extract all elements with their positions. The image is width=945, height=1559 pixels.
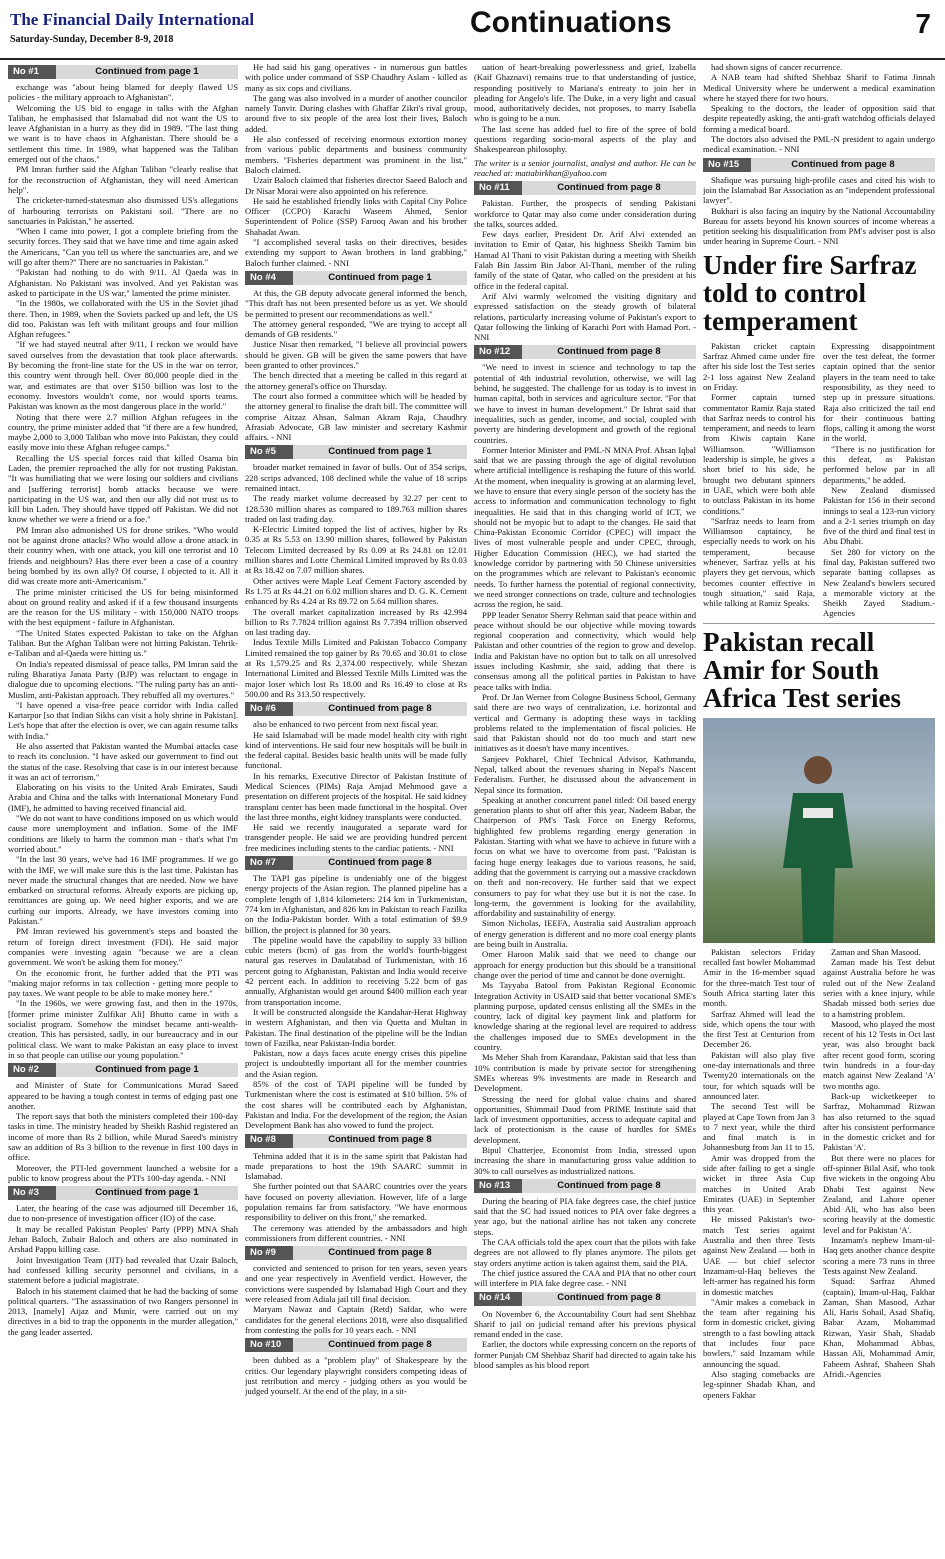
continuation-label: Continued from page 1 <box>56 65 238 79</box>
paragraph: Indus Textile Mills Limited and Pakistan Tobacco Company Limited remained the top gainer by Rs 70.65 and 30.01 to close at Rs 1,579.25 and Rs 2,374.00 respectively, while Shezan International Limited and Blessed Textile Mills Limited was the major loser which lost Rs 18.00 and Rs 16.49 to close at Rs 500.00 and Rs 313.50 respectively. <box>245 637 467 699</box>
continuation-header <box>703 158 935 172</box>
paragraph: Welcoming the US bid to engage in talks with the Afghan Taliban, he emphasised that Islamabad did not want the US to leave Afghanistan in a hurry as they did in 1989. "The last thing we want is to have chaos in Afghanistan. There should be a settlement this time. In 1989, what happened was the Taliban emerged out of the chaos." <box>8 102 238 165</box>
paragraph: Simon Nicholas, IEEFA, Australia said Australian approach of energy generation is different and no more coal energy plants are being built in Australia. <box>474 918 696 950</box>
continuation-label: Continued from page 8 <box>293 702 467 716</box>
paragraph: PPP leader Senator Sherry Rehman said that peace within and peace without should be our objective while moving towards regional cooperation and connectivity, which would help Pakistan and other countries of the region to grow and develop. India and Pakistan have no option but to talk on all unresolved issues including Kashmir, she said, adding that there is consensus among all the political parties in Pakistan to have peace talks with India. <box>474 609 696 692</box>
paragraph: Expressing disappointment over the test defeat, the former captain opined that the senior players in the team need to take responsibility, as they need to step up in pressure situations. Raja also criticized the tail end for their continuous batting flops, calling it among the worst in the world. <box>823 340 935 444</box>
continuation-header <box>8 1063 238 1077</box>
paragraph: Pakistan will also play five one-day internationals and three Twenty20 internationals on the tour, for which squads will be announced later. <box>703 1049 815 1101</box>
column-4-continuations <box>703 62 935 247</box>
paragraph: Bipul Chatterjee, Economist from India, stressed upon increasing the share in manufacturing gross value addition to 30% to call ourselves as industrialized nations. <box>474 1144 696 1176</box>
continuation-block <box>245 856 467 1130</box>
paragraph: "In the last 30 years, we've had 16 IMF programmes. If we go with the IMF, we will make sure this is the last time. Pakistan has never made the structural changes that are needed. Now we have embarked on structural reforms. Already exports are picking up, remittances are going up. We need higher exports, and we are curbing our imports. Already, we have investors coming into Pakistan." <box>8 854 238 927</box>
continuation-block <box>245 445 467 699</box>
paragraph: PM Imran also admonished US for drone strikes. "Who would not be against drone attacks? Who would allow a drone attack in their country when, with one attack, you kill one terrorist and 10 friends and neighbours? Has there ever been a case of a country being bombed by its own ally? Of course, I objected to it. All it did was create more anti-Americanism." <box>8 524 238 587</box>
paragraph: On November 6, the Accountability Court had sent Shehbaz Sharif to jail on judicial remand after his previous physical remand ended in the case. <box>474 1308 696 1340</box>
paragraph: Justice Nisar then remarked, "I believe all provincial powers should be given. GB will be given the same powers that have been granted to other provinces." <box>245 339 467 371</box>
column-1 <box>8 62 238 1553</box>
paragraph: been dubbed as a "problem play" of Shakespeare by the critics. Our legendary playwright considers competing ideas of just retribution and mercy - judging others as you would be judged yourself. At the end of the play, in a sit- <box>245 1355 467 1397</box>
masthead <box>0 0 945 60</box>
paragraph: "When I came into power, I got a complete briefing from the security forces. They said that we have time and time again asked the Americans, "Can you tell us where the sanctuaries are, and we will go after them?" There are no sanctuaries in Pakistan." <box>8 226 238 268</box>
continuation-number: No #1 <box>8 65 56 79</box>
paragraph: Set 280 for victory on the final day, Pakistan suffered two separate batting collapses as New Zealand's bowlers secured a memorable victory at the Sheikh Zayed Stadium.-Agencies <box>823 546 935 619</box>
continuation-block <box>474 62 696 155</box>
continuation-block <box>474 158 696 179</box>
paragraph: He missed Pakistan's two-match Test series against Australia and then three Tests against New Zealand — both in UAE — but chief selector Inzamam-ul-Haq believes the left-armer has regained his form in domestic matches <box>703 1214 815 1297</box>
paragraph: Moreover, the PTI-led government launched a website for a public to know progress about the PTI's 100-day agenda. - NNI <box>8 1162 238 1183</box>
continuation-header <box>245 702 467 716</box>
paragraph: Speaking at another concurrent panel titled: Oil based energy generation plants to shut off after this year, Nadeem Babar, the Chairperson of PM's Task Force on Energy Reforms, highlighted few problems regarding energy generation in Pakistan. Starting with what we have to achieve in future with a focus on what we have to overcome from past. "Pakistan is facing huge energy leakages due to various reasons, he said, adding that the government is carrying out a massive crackdown on theft and non-recovery. He further said that we expect consumers to pay for what they use but it is not the case. In long-term, the government is looking for the availability, affordability and sustainability of energy. <box>474 794 696 919</box>
paragraph: On India's repeated dismissal of peace talks, PM Imran said the ruling Bharatiya Janata Party (BJP) was reluctant to engage in dialogue due to upcoming elections. "The ruling party has an anti-Muslim, anti-Pakistan approach. They rebuffed all my overtures." <box>8 658 238 700</box>
paragraph: At this, the GB deputy advocate general informed the bench, "This draft has not been presented before us as yet. We should be permitted to present our recommendations as well." <box>245 287 467 319</box>
paragraph: The prime minister criticised the US for being misinformed about on ground reality and asked if if a few thousand insurgents are the reason for the US military - with 150,000 NATO troops with the best equipment - failure in Afghanistan. <box>8 586 238 628</box>
paragraph: also be enhanced to two percent from next fiscal year. <box>253 719 439 730</box>
paragraph: Ms Meher Shah from Karandaaz, Pakistan said that less than 10% contribution is made by private sector for strengthening SMEs whereas 9% investments are made in Research and Development. <box>474 1052 696 1094</box>
continuation-number: No #15 <box>703 158 751 172</box>
continuation-block <box>245 62 467 268</box>
paragraph: Back-up wicketkeeper to Sarfraz, Mohammad Rizwan has also returned to the squad after his consistent performance in the domestic cricket and for Pakistan 'A'. <box>823 1090 935 1153</box>
continuation-number: No #7 <box>245 856 293 870</box>
continuation-label: Continued from page 8 <box>293 1246 467 1260</box>
paragraph: The chief justice assured the CAA and PIA that no other court will interfere in PIA fake degree case. - NNI <box>474 1267 696 1289</box>
story-sarfraz <box>703 251 935 619</box>
continuation-header <box>8 65 238 79</box>
paragraph: The pipeline would have the capability to supply 33 billion cubic meters (bcm) of gas from the world's fourth-biggest natural gas reserves in Daulatabad of Turkmenistan, with 16 percent going to Afghanistan, Pakistan and India would receive 42 percent each. In addition to receiving 5.22 bcm of gas annually, Afghanistan would get around $400 million each year from transportation income. <box>245 934 467 1007</box>
paragraph: Squad: Sarfraz Ahmed (captain), Imam-ul-Haq, Fakhar Zaman, Shan Masood, Azhar Ali, Haris Sohail, Asad Shafiq, Babar Azam, Mohammad Rizwan, Yasir Shah, Shadab Khan, Mohammad Abbas, Hassan Ali, Mohammad Amir, Faheem Ashraf, Shaheen Shah Afridi.-Agencies <box>823 1276 935 1379</box>
continuation-number: No #14 <box>474 1292 522 1306</box>
paragraph: In his remarks, Executive Director of Pakistan Institute of Medical Sciences (PIMs) Raja Amjad Mehmood gave a presentation on different projects of the hospital. He said kidney transplant center has been made functional in the hospital. Over the last three months, eight kidney transplants were conducted. <box>245 770 467 822</box>
paragraph: The ceremony was attended by the ambassadors and high commissioners from different countries. - NNI <box>245 1222 467 1243</box>
paragraph: K-Electric Limited topped the list of actives, higher by Rs 0.35 at Rs 5.53 on 13.90 million shares, followed by Pakistan Telecom Limited decreased by Rs 0.09 at Rs 24.81 on 12.01 million shares and Lotte Chemical Limited improved by Rs 0.03 at Rs 18.42 on 7.07 million shares. <box>245 524 467 576</box>
paragraph: Arif Alvi warmly welcomed the visiting dignitary and expressed satisfaction on the steady growth of bilateral relations, particularly increasing volume of Pakistan's export to Qatar following the linking of Karachi Port with Hamad Port. - NNI <box>474 290 696 343</box>
paragraph: Prof. Dr Jan Werner from Cologne Business School, Germany said there are two ways of centralization, i.e. horizontal and vertical and Germany is adopting these ways in tackling problems related to the implementation of fiscal policies. He said that Pakistan should not do too much and start new initiatives as it doesn't have many incentives. <box>474 691 696 754</box>
paragraph: It may be recalled Pakistan Peoples' Party (PPP) MNA Shah Jehan Baloch, Zubair Baloch and others are also nominated in Arshad Pappu killing case. <box>8 1223 238 1255</box>
continuation-block <box>8 1186 238 1337</box>
continuation-block <box>474 345 696 1175</box>
paragraph: Other actives were Maple Leaf Cement Factory ascended by Rs 1.75 at Rs 44.21 on 6.02 million shares and D. G. K. Cement enhanced by Rs 4.24 at Rs 89.72 on 5.64 million shares. <box>245 575 467 607</box>
paragraph: PM Imran reviewed his government's steps and boasted the return of foreign direct investment (FDI). He said major companies were investing again "because we are a clean government. We won't be asking them for money." <box>8 926 238 968</box>
continuation-label: Continued from page 8 <box>293 856 467 870</box>
column-4 <box>703 62 935 1553</box>
paragraph: The CAA officials told the apex court that the pilots with fake degrees are not allowed to fly planes anymore. The pilots get stay orders anytime action is taken against them, said the PIA. <box>474 1237 696 1268</box>
paragraph: "I have opened a visa-free peace corridor with India called Kartarpur [so that Indian Sikhs can visit a holy shrine in Pakistan]. Let's hope that after the election is over, we can again resume talks with India." <box>8 699 238 741</box>
continuation-block <box>245 1338 467 1396</box>
paragraph: Shafique was pursuing high-profile cases and cited his wish to join the Islamabad Bar Association as an "independent professional lawyer". <box>703 174 935 206</box>
paragraph: He also confessed of receiving enormous extortion money from various public departments and business community members. "Fisheries department was prominent in the list," Baloch claimed. <box>245 134 467 175</box>
headline-amir: Pakistan recall Amir for South Africa Test series <box>703 626 901 713</box>
continuation-label: Continued from page 8 <box>293 1134 467 1148</box>
continuation-header <box>245 271 467 285</box>
paragraph: "I accomplished several tasks on their directives, besides extending my support to Awan brothers in land grabbing," Baloch further claimed. - NNI <box>245 237 467 268</box>
story-amir-left-col <box>703 947 815 1400</box>
paragraph: PM Imran further said the Afghan Taliban "clearly realise that for the reconstruction of Afghanistan, they will need American help". <box>8 164 238 195</box>
paragraph: Few days earlier, President Dr. Arif Alvi extended an invitation to Emir of Qatar, his highness Sheikh Tamim bin Hamad Al Thani to visit Pakistan during a meeting with Sheikh Falah Bin Jassim Bin Jabor Al-Thani, member of the ruling family of the state of Qatar, who called on the president at his office in the federal capital. <box>474 229 696 291</box>
paragraph: exchange was "about being blamed for deeply flawed US policies - the military approach to Afghanistan". <box>8 82 238 103</box>
section-title: Continuations <box>470 6 672 39</box>
paragraph: Masood, who played the most recent of his 12 Tests in Oct last year, was also brought back after recent good form, scoring twin hundreds in a four-day match against New Zealand 'A' two months ago. <box>823 1018 935 1091</box>
paragraph: uation of heart-breaking powerlessness and grief, Izabella (Kaif Ghaznavi) remains true to that understanding of justice, responding positively to Mariana's entreaty to join her in pleading for Angelo's life. The Duke, in a very light and casual mood, authoritatively decides, not proposes, to marry Isabella who is going to be a nun. <box>474 62 696 124</box>
continuation-label: Continued from page 8 <box>293 1338 467 1352</box>
continuation-block <box>245 1134 467 1244</box>
paragraph: Earlier, the doctors while expressing concern on the reports of former Punjab CM Shehbaz Sharif had directed to again take his blood samples as his blood report <box>474 1339 696 1371</box>
paragraph: The last scene has added fuel to fire of the spree of bold questions regarding socio-moral aspects of the play and Shakespearean philosophy. <box>474 123 696 155</box>
paragraph: The TAPI gas pipeline is undeniably one of the biggest energy projects of the Asian region. The planned pipeline has a complete length of 1,814 kilometers: 214 km in Turkmenistan, 774 km in Afghanistan, and 826 km in Pakistan to reach Fazilka on the India-Pakistan border. With a total estimation of $9.9 billion, the project is planned for 30 years. <box>245 873 467 935</box>
paragraph: convicted and sentenced to prison for ten years, seven years and one year respectively in Avenfield verdict. However, the convictions were suspended by Islamabad High Court and they were released from Adiala jail till final decision. <box>245 1263 467 1305</box>
continuation-number: No #3 <box>8 1186 56 1200</box>
continuation-header <box>474 1292 696 1306</box>
continuation-header <box>245 1134 467 1148</box>
continuation-label: Continued from page 1 <box>56 1063 238 1077</box>
story-amir-right-col <box>823 947 935 1400</box>
continuation-header <box>245 856 467 870</box>
paragraph: Stressing the need for global value chains and shared opportunities, Shimmail Daud from PRIME Institute said that lack of investment opportunities, access to adequate capital and lack of protectionism is the cause of hurdles for SMEs development. <box>474 1093 696 1145</box>
paragraph: The bench directed that a meeting be called in this regard at the attorney general's office on Thursday. <box>245 370 467 391</box>
continuation-number: No #4 <box>245 271 293 285</box>
paragraph: He also asserted that Pakistan wanted the Mumbai attacks case to reach its conclusion. "I have asked our government to find out the status of the case. Resolving that case is in our interest because it was an act of terrorism." <box>8 741 238 782</box>
column-2 <box>245 62 467 1553</box>
paragraph: had shown signs of cancer recurrence. <box>711 62 843 72</box>
paragraph: Noting that there were 2.7 million Afghan refugees in the country, the prime minister added that "if there are a few hundred, maybe 2,000 to 3,000 Taliban who move into Pakistan, they could easily move into these Afghan refugee camps." <box>8 411 238 453</box>
paragraph: broader market remained in favor of bulls. Out of 354 scrips, 228 scrips advanced, 108 declined while the value of 18 scrips remained intact. <box>245 462 467 493</box>
continuation-header <box>474 345 696 359</box>
paragraph: Zaman and Shan Masood. <box>831 946 921 957</box>
paragraph: Omer Haroon Malik said that we need to change our approach for energy production but this should be a transitional change over the period of time and cannot be done overnight. <box>474 949 696 980</box>
continuation-block <box>8 65 238 1060</box>
continuation-label: Continued from page 8 <box>522 1292 696 1306</box>
paragraph: "In the 1980s, we collaborated with the US in the Soviet jihad there. Then, in 1989, when the Soviets packed up and left, the US did too. Pakistan was left with militant groups and four million Afghan refugees." <box>8 298 238 340</box>
continuation-block <box>474 1179 696 1289</box>
paragraph: Later, the hearing of the case was adjourned till December 16, due to non-presence of investigation officer (IO) of the case. <box>8 1203 238 1224</box>
continuation-header <box>8 1186 238 1200</box>
paragraph: Pakistan. Further, the prospects of sending Pakistani workforce to Qatar may also come under consideration during the talks, sources added. <box>474 198 696 229</box>
paragraph: The court also formed a committee which will be headed by the attorney general to finalise the draft bill. The committee will comprise Aitzaz Ahsan, Salman Akram Raja, Chaudhry Afrasiab Advocate, GB law minister and secretary Kashmir affairs. - NNI <box>245 390 467 443</box>
paragraph: "If we had stayed neutral after 9/11, I reckon we would have saved ourselves from the devastation that took place afterwards. By becoming the front-line state for the US in the war on terror, this country went through hell. Over 80,000 people died in the war, and estimates are that over $150 billion was lost to the economy. Investors wouldn't come, nor would sports teams. Pakistan was known as the most dangerous place in the world." <box>8 339 238 412</box>
continuation-header <box>245 445 467 459</box>
paragraph: Sanjeev Pokharel, Chief Technical Advisor, Kathmandu, Nepal, talked about the revenues sharing in Nepal's Nascent Federalism. Further, he discussed about the advancement in Nepal since its formation. <box>474 753 696 795</box>
continuation-header <box>474 181 696 195</box>
cricketer-figure-icon <box>773 748 863 943</box>
column-3 <box>474 62 696 1553</box>
continuation-block <box>245 271 467 442</box>
paragraph: He said he established friendly links with Capital City Police Officer (CCPO) Karachi Waseem Ahmed, Senior Superintendent of Police (SSP) Farooq Awan and his brother Shahadat Awan. <box>245 195 467 237</box>
paragraph: Elaborating on his visits to the United Arab Emirates, Saudi Arabia and China and the talks with International Monetary Fund (IMF), he admitted to having received financial aid. <box>8 782 238 813</box>
paragraph: The ready market volume decreased by 32.27 per cent to 128.530 million shares as compared to 189.763 million shares traded on last trading day. <box>245 493 467 524</box>
cricketer-photo <box>703 718 935 943</box>
paragraph: Zaman made his Test debut against Australia before he was ruled out of the New Zealand series with a knee injury, while Shadab missed both series due to a hamstring problem. <box>823 957 935 1019</box>
paragraph: On the economic front, he further added that the PTI was "making major reforms in tax collection - getting more people to pay taxes. We want people to be able to make money here." <box>8 967 238 999</box>
continuation-number: No #6 <box>245 702 293 716</box>
continuation-label: Continued from page 8 <box>522 345 696 359</box>
paragraph: He said we recently inaugurated a separate ward for transgender people. He said we are providing hundred percent free medicines including stents to the cardiac patients. - NNI <box>245 822 467 853</box>
continuation-number: No #5 <box>245 445 293 459</box>
continuation-label: Continued from page 1 <box>56 1186 238 1200</box>
continuation-number: No #12 <box>474 345 522 359</box>
paragraph: She further pointed out that SAARC countries over the years have focused on poverty alleviation. However, life of a large population remains far from satisfactory. "We have enormous responsibility to deliver on this front," she remarked. <box>245 1181 467 1223</box>
paragraph: He said Islamabad will be made model health city with right kind of interventions. He said four new hospitals will be built in the federal capital. Besides basic health units will be made fully functional. <box>245 729 467 771</box>
continuation-header <box>245 1246 467 1260</box>
continuation-block <box>474 181 696 342</box>
story-sarfraz-right-col <box>823 341 935 619</box>
paragraph: "The United States expected Pakistan to take on the Afghan Taliban. But the Afghan Taliban were not hitting Pakistan. Tehrik-e-Taliban and al-Qaeda were hitting us." <box>8 627 238 659</box>
continuation-block <box>703 62 935 155</box>
continuation-header <box>474 1179 696 1193</box>
paragraph: Amir was dropped from the side after failing to get a single wicket in three Asia Cup matches in United Arab Emirates (UAE) in September this year. <box>703 1152 815 1215</box>
continuation-label: Continued from page 8 <box>522 181 696 195</box>
paragraph: Speaking to the doctors, the leader of opposition said that despite repeatedly asking, the anti-graft watchdog officials delayed forming a medical board. <box>703 103 935 134</box>
paragraph: The second Test will be played at Cape Town from Jan 3 to 7 next year, while the third and final match is in Johannesburg from Jan 11 to 15. <box>703 1101 815 1153</box>
paragraph: "We do not want to have conditions imposed on us which would cause more unemployment and inflation. Some of the IMF conditions are likely to harm the common man - that's what I'm worried about." <box>8 813 238 854</box>
continuation-block <box>8 1063 238 1183</box>
paragraph: Joint Investigation Team (JIT) had revealed that Uzair Baloch, had confessed killing security personnel and civilians, in a statement before a judicial magistrate. <box>8 1254 238 1286</box>
story-sarfraz-left-col <box>703 341 815 619</box>
continuation-label: Continued from page 1 <box>293 271 467 285</box>
paragraph: The report says that both the ministers completed their 100-day tasks in time. The ministry headed by Sheikh Rashid registered an income of more than Rs 2 billion, while Murad Saeed's ministry saw an addition of Rs 3 billion to the revenue in first 100 days in office. <box>8 1111 238 1163</box>
page-number: 7 <box>915 8 931 39</box>
continuation-label: Continued from page 8 <box>522 1179 696 1193</box>
paragraph: 85% of the cost of TAPI pipeline will be funded by Turkmenistan where the cost is estimated at $10 billion. 5% of the cost shares will be contributed each by Afghanistan, Pakistan and India. For the development of the region, the Asian Development Bank has also vowed to fund the project. <box>245 1079 467 1131</box>
divider <box>703 623 935 624</box>
paragraph: Ms Tayyaba Batool from Pakistan Regional Economic Integration Activity in USAID said that better vocational SME's planning purpose, updated census enlisting all the SMEs in the country, lack of digital key payment link and platform for knowledge sharing at the regional level are required to address the challenges imposed due to SMEs development in the country. <box>474 980 696 1053</box>
paragraph: But there were no places for off-spinner Bilal Asif, who took five wickets in the ongoing Abu Dhabi Test against New Zealand, and Lahore opener Abid Ali, who has also been scoring heavily at the domestic level and for Pakistan 'A'. <box>823 1152 935 1235</box>
continuation-label: Continued from page 8 <box>751 158 935 172</box>
paragraph: He had said his gang operatives - in numerous gun battles with police under command of SSP Chaudhry Aslam - killed as many as six cops and civilians. <box>245 62 467 93</box>
paragraph: "There is no justification for this defeat, as Pakistan performed below par in all departments," he added. <box>823 443 935 485</box>
paragraph: "We need to invest in science and technology to tap the potential of 4th industrial revolution, otherwise, we will lag behind, he suggested. The challenge for us today is to invest in human capital, both in services and agriculture sector. "For that we have to invest in human development." Dr Ishrat said that inequalities, such as gender, income, and social, coupled with poverty are hindering development and growth of the regional countries. <box>474 362 696 445</box>
paragraph: "Sarfraz needs to learn from Williamson captaincy, he especially needs to work on his temperament, because whenever, Sarfraz yells at his players they get nervous, which becomes counter effective in tough situation," said Raja, while talking at Ramiz Speaks. <box>703 515 815 609</box>
paragraph: "Amir makes a comeback in the team after regaining his form in domestic cricket, giving strength to a fast bowling attack that includes four pace bowlers," said Inzamam while announcing the squad. <box>703 1296 815 1369</box>
continuation-header <box>245 1338 467 1352</box>
continuation-label: Continued from page 1 <box>293 445 467 459</box>
continuation-number: No #9 <box>245 1246 293 1260</box>
paragraph: The gang was also involved in a murder of another councilor namely Tanvir. During clashes with Ghaffar Zikri's rival group, around five to six people of the area lost their lives, Baloch added. <box>245 92 467 134</box>
paragraph: The attorney general responded, "We are trying to accept all demands of GB residents." <box>245 318 467 340</box>
continuation-block <box>703 158 935 247</box>
continuation-number: No #2 <box>8 1063 56 1077</box>
paragraph: Former Interior Minister and PML-N MNA Prof. Ahsan Iqbal said that we are passing through the age of digital revolution where artificial intelligence is reshaping the future of this world. At the moment, when inequality is growing at an alarming level, we have to ensure that every single person of the society has the access to information and communication technology to fight inequalities. He said that in this changing world of ICT, we should not be myopic but to adapt to the changes. He said that China-Pakistan Economic Corridor (CPEC) will impact the lives of most vulnerable people and under CPEC, through, Higher Education Commission (HEC), we had started the knowledge corridor by partnering with 50 Chinese universities on the programmes which are relevant to Pakistan's economic needs. To further harness the potential of regional connectivity, we need stronger connections on trade, culture and technologies across the region, he said. <box>474 444 696 610</box>
continuation-number: No #11 <box>474 181 522 195</box>
continuation-number: No #10 <box>245 1338 293 1352</box>
paragraph: Former captain turned commentator Ramiz Raja stated that Sarfraz needs to control his temperament, and needs to learn from Kiwis captain Kane Williamson. "Williamson leadership is simple, he gives a short brief to his side, he brought two debutant spinners in UAE, which were both able to outclass Pakistan in its home conditions." <box>703 392 815 516</box>
author-byline: The writer is a senior journalist, analyst and author. He can be reached at: mattabirkhan@yahoo.com <box>474 157 696 178</box>
continuation-block <box>474 1292 696 1371</box>
paragraph: The cricketer-turned-statesman also dismissed US's allegations of harbouring terrorists on Pakistani soil. "There are no sanctuaries in Pakistan," he asserted. <box>8 195 238 226</box>
paragraph: and Minister of State for Communications Murad Saeed appeared to be having a tough contest in terms of edging past one another. <box>8 1080 238 1111</box>
paragraph: Bukhari is also facing an inquiry by the National Accountability Bureau for assets beyond his known sources of income whereas a petition seeking his disqualification from PM's adviser post is also under hearing in Supreme Court. - NNI <box>703 205 935 247</box>
paragraph: Tehmina added that it is in the same spirit that Pakistan had made preparations to host the 19th SAARC summit in Islamabad. <box>245 1150 467 1182</box>
paragraph: Pakistan cricket captain Sarfraz Ahmed came under fire after his side lost the Test series 2-1 loss against New Zealand on Friday. <box>703 340 815 392</box>
paragraph: The overall market capitalization increased by Rs 42.994 billion to Rs 7.7824 trillion against Rs 7.7394 trillion observed on last trading day. <box>245 606 467 638</box>
paper-name: The Financial Daily International <box>10 10 255 29</box>
paragraph: Also staging comebacks are leg-spinner Shadab Khan, and openers Fakhar <box>703 1368 815 1400</box>
paragraph: Baloch in his statement claimed that he had the backing of some political quarters. "The assassination of two Rangers personnel in 2013, [namely] Aijaz and Munir, were carried out on my directives in a bid to trap the opponents in the murder allegation," the gang leader asserted. <box>8 1285 238 1337</box>
continuation-number: No #8 <box>245 1134 293 1148</box>
paragraph: It will be constructed alongside the Kandahar-Herat Highway in western Afghanistan, and then via Quetta and Multan in Pakistan. The final destination of the pipeline will be the Indian town of Fazilka, near Pakistan-India border. <box>245 1006 467 1048</box>
paragraph: A NAB team had shifted Shehbaz Sharif to Fatima Jinnah Medical University where he underwent a medical examination where he stayed there for two hours. <box>703 72 935 103</box>
issue-date: Saturday-Sunday, December 8-9, 2018 <box>10 34 174 45</box>
paragraph: Pakistan, now a days faces acute energy crises this pipeline project is undoubtedly important all for the member countries and the Asian region. <box>245 1048 467 1079</box>
continuation-number: No #13 <box>474 1179 522 1193</box>
paragraph: "In the 1960s, we were growing fast, and then in the 1970s, [former prime minister Zulfikar Ali] Bhutto came in with a socialist program. Somehow the mindset became anti-wealth-creation. This has persisted, sadly, in our bureaucracy and in our political class. We want to make Pakistan an easy place to invest in so that people can utilise our young population." <box>8 998 238 1060</box>
story-amir <box>703 628 935 1400</box>
headline-sarfraz: Under fire Sarfraz told to control temperament <box>703 249 917 336</box>
paragraph: Maryam Nawaz and Captain (Retd) Safdar, who were candidates for the general elections 2018, were also disqualified from contesting the polls for 10 years each. - NNI <box>245 1304 467 1335</box>
paragraph: Inzamam's nephew Imam-ul-Haq gets another chance despite scoring a mere 73 runs in three Tests against New Zealand. <box>823 1235 935 1276</box>
paragraph: Sarfraz Ahmed will lead the side, which opens the tour with the first Test at Centurion from December 26. <box>703 1008 815 1050</box>
continuation-block <box>245 702 467 853</box>
paragraph: During the hearing of PIA fake degrees case, the chief justice said that the SC had issued notices to PIA over fake degrees a year ago, but the national airline has not taken any concrete steps. <box>474 1195 696 1237</box>
continuation-block <box>245 1246 467 1335</box>
paragraph: Uzair Baloch claimed that fisheries director Saeed Baloch and Dr Nisar Morai were also appointed on his reference. <box>245 175 467 196</box>
paragraph: The doctors also advised the PML-N president to again undergo medical examination. - NNI <box>703 134 935 155</box>
paragraph: "Pakistan had nothing to do with 9/11. Al Qaeda was in Afghanistan. No Pakistani was involved. And yet Pakistan was asked to participate in the US war," lamented the prime minister. <box>8 267 238 298</box>
paragraph: New Zealand dismissed Pakistan for 156 in their second innings to seal a 123-run victory and a 2-1 series triumph on day five of the third and final test in Abu Dhabi. <box>823 484 935 547</box>
paragraph: Pakistan selectors Friday recalled fast bowler Mohammad Amir in the 16-member squad for the three-match Test tour of South Africa starting later this month. <box>703 946 815 1009</box>
paragraph: Recalling the US special forces raid that killed Osama bin Laden, the premier reproached the ally for not trusting Pakistan. "It was humiliating that we were losing our soldiers and civilians and [suffering terrorist] bomb attacks because we were participating in the US war, and then our ally did not trust us to kill bin Laden. They should have tipped off Pakistan. We did not know whether we were a friend or a foe." <box>8 452 238 525</box>
